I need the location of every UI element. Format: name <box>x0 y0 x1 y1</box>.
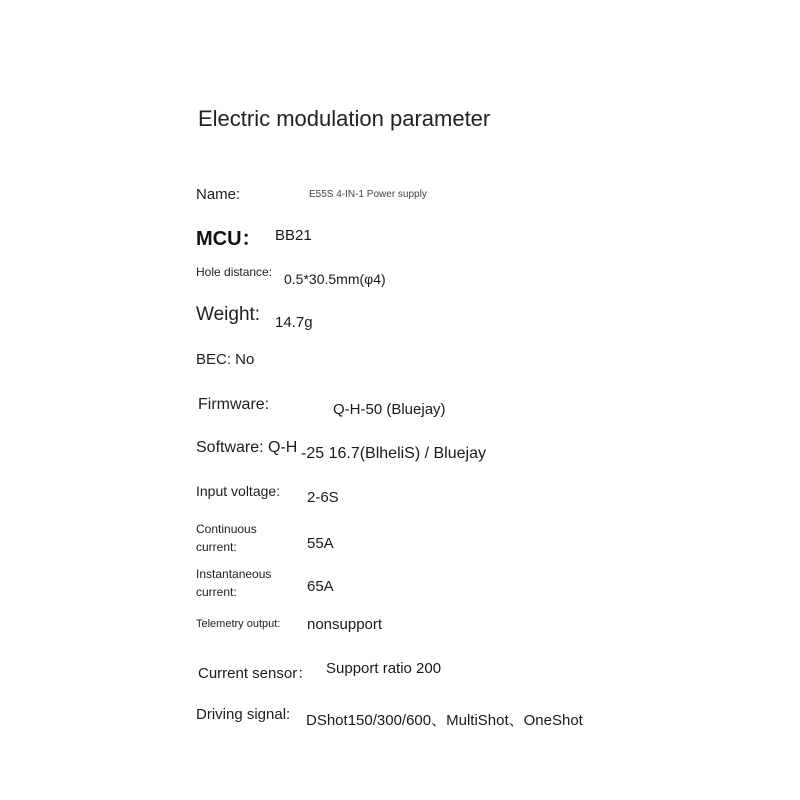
firmware-label: Firmware: <box>198 396 270 413</box>
continuous-current-value: 55A <box>307 535 334 552</box>
name-label: Name: <box>196 186 241 203</box>
continuous-current-label-line1: Continuous <box>196 522 257 536</box>
hole-distance-label: Hole distance: <box>196 265 273 279</box>
continuous-current-label-line2: current: <box>196 540 237 554</box>
current-sensor-value: Support ratio 200 <box>326 660 442 677</box>
continuous-current-label <box>196 520 257 556</box>
input-voltage-label: Input voltage: <box>196 483 281 499</box>
page-title: Electric modulation parameter <box>198 106 491 131</box>
bec-label: BEC: No <box>196 351 255 368</box>
mcu-value: BB21 <box>275 227 312 244</box>
instantaneous-current-label-line2: current: <box>196 585 237 599</box>
input-voltage-value: 2-6S <box>307 489 339 506</box>
mcu-label: MCU： <box>196 228 262 250</box>
software-value: -25 16.7(BlheliS) / Bluejay <box>301 445 486 462</box>
weight-value: 14.7g <box>275 314 313 331</box>
instantaneous-current-label <box>196 565 271 601</box>
name-value: E55S 4-IN-1 Power supply <box>309 189 427 200</box>
software-label: Software: Q-H <box>196 439 298 456</box>
telemetry-value: nonsupport <box>307 616 383 633</box>
hole-distance-value: 0.5*30.5mm(φ4) <box>284 271 386 287</box>
firmware-value: Q-H-50 (Bluejay) <box>333 401 446 418</box>
weight-label: Weight: <box>196 304 261 325</box>
current-sensor-label: Current sensor： <box>198 665 313 682</box>
instantaneous-current-value: 65A <box>307 578 334 595</box>
driving-signal-value: DShot150/300/600、MultiShot、OneShot <box>306 712 583 729</box>
telemetry-label: Telemetry output: <box>196 618 281 630</box>
instantaneous-current-label-line1: Instantaneous <box>196 567 272 581</box>
driving-signal-label: Driving signal: <box>196 706 291 723</box>
